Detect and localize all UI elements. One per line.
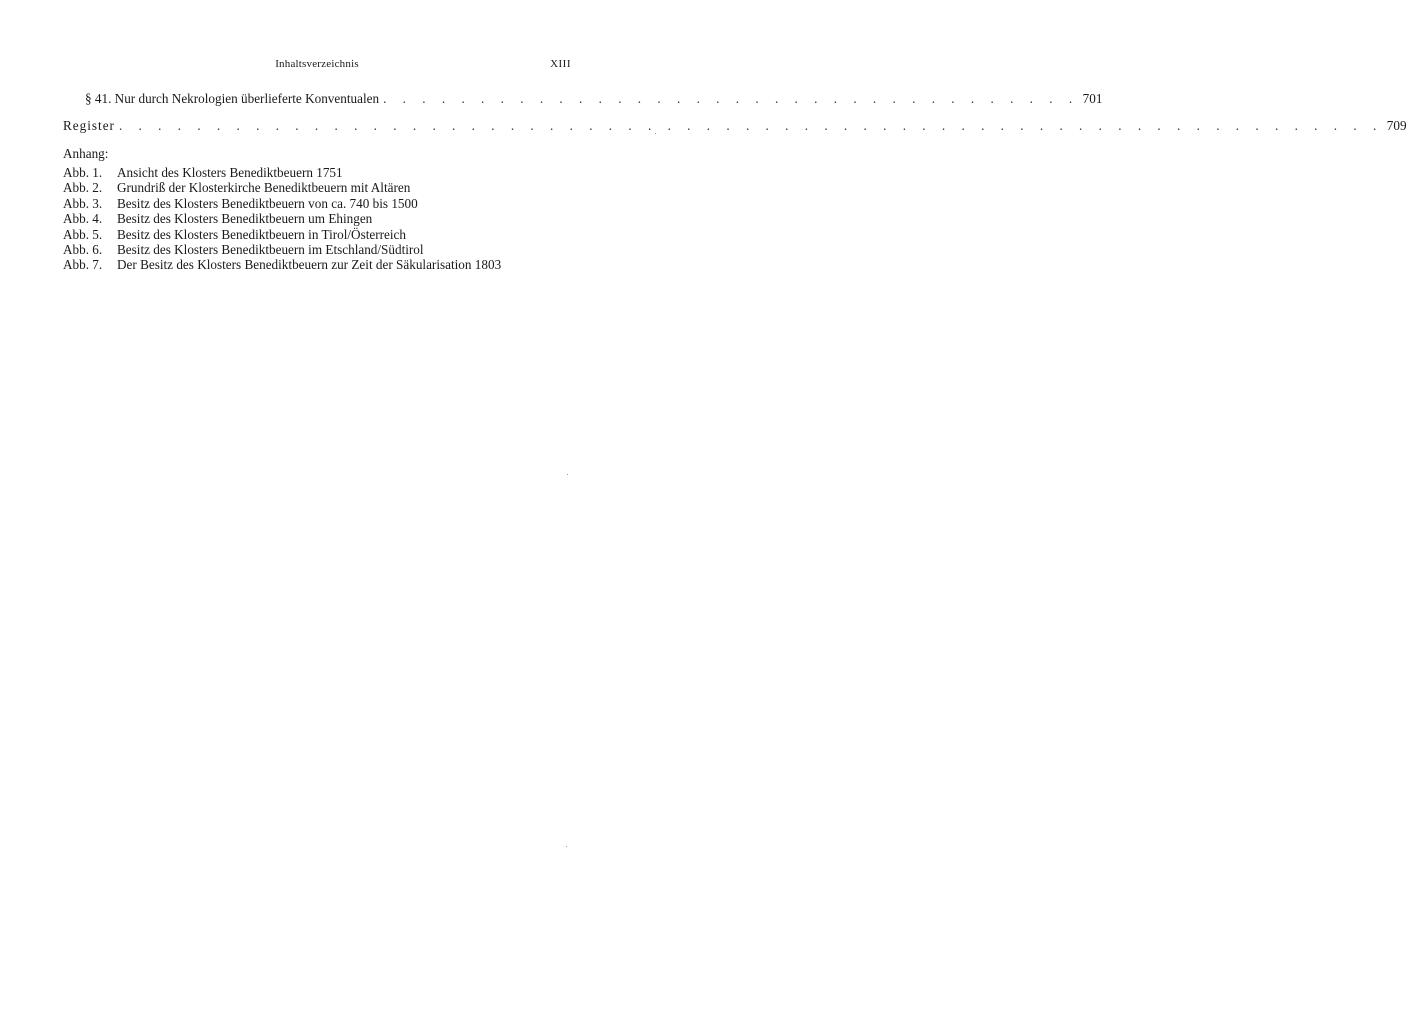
figure-title: Der Besitz des Klosters Benediktbeuern zur Zeit der Säkularisation 1803 [117, 257, 502, 273]
toc-entry-section-41 [63, 91, 1103, 109]
figure-number: Abb. 3. [63, 195, 103, 211]
figure-list-item [63, 165, 583, 180]
appendix-heading: Anhang: [63, 146, 109, 161]
toc-dot-leader: . . . . . . . . . . . . . . . . . . . . . . . . . . . . . . . . . . . . [383, 91, 1079, 106]
scan-speck [655, 133, 656, 134]
toc-entry-page: 709 [1386, 118, 1407, 133]
figure-title: Besitz des Klosters Benediktbeuern im Etschland/Südtirol [117, 241, 424, 257]
figure-title: Ansicht des Klosters Benediktbeuern 1751 [117, 165, 343, 180]
toc-entry-label: Register [63, 118, 115, 133]
toc-entry-register [63, 118, 1407, 136]
figure-list-item [63, 196, 583, 211]
figure-list-item [63, 227, 583, 242]
figure-title: Besitz des Klosters Benediktbeuern um Ehingen [117, 211, 373, 227]
running-head-page-number: XIII [550, 58, 571, 70]
figure-title: Besitz des Klosters Benediktbeuern von ca. 740 bis 1500 [117, 195, 418, 211]
figure-number: Abb. 1. [63, 165, 103, 180]
toc-dot-leader: . . . . . . . . . . . . . . . . . . . . . . . . . . . . . . . . . . . . . . . . . . . . . . . . . . . . . . . . . . . . . . . . . [118, 118, 1383, 133]
toc-entry-label: § 41. Nur durch Nekrologien überlieferte Konventualen [85, 91, 380, 106]
running-head-title: Inhaltsverzeichnis [275, 58, 359, 70]
toc-entry-page: 701 [1082, 91, 1103, 106]
scan-speck [566, 846, 567, 847]
figure-number: Abb. 6. [63, 241, 103, 257]
figure-list-item [63, 242, 583, 257]
running-head [63, 58, 571, 74]
figure-number: Abb. 4. [63, 211, 103, 227]
figure-number: Abb. 7. [63, 257, 103, 273]
figure-list-item [63, 211, 583, 226]
figure-list-item [63, 180, 583, 195]
figure-list-item [63, 257, 583, 272]
figure-title: Grundriß der Klosterkirche Benediktbeuern mit Altären [117, 180, 411, 196]
scan-speck [567, 474, 568, 475]
figure-title: Besitz des Klosters Benediktbeuern in Tirol/Österreich [117, 226, 406, 242]
figure-number: Abb. 2. [63, 180, 103, 196]
figure-number: Abb. 5. [63, 226, 103, 242]
figure-list [63, 165, 583, 273]
